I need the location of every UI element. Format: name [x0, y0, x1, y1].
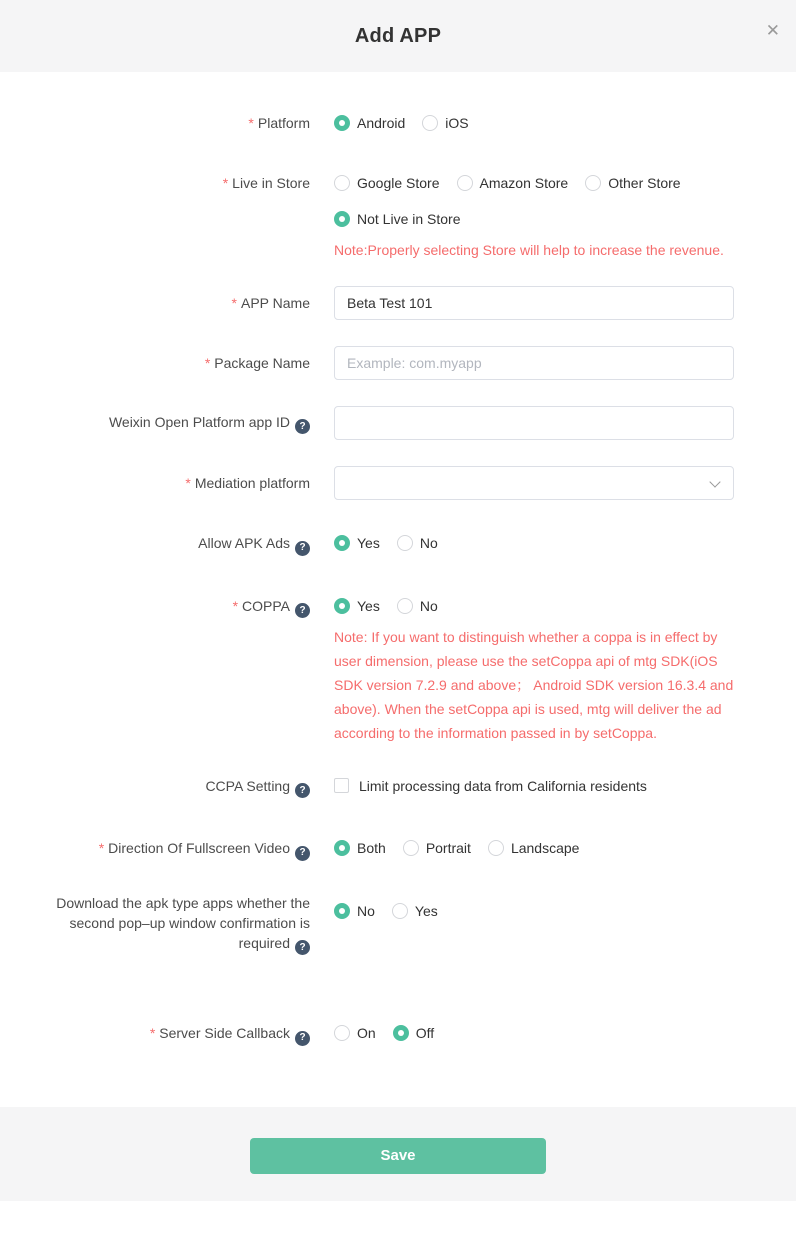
- required-asterisk: *: [98, 840, 105, 856]
- radio-unselected-icon: [457, 175, 473, 191]
- required-asterisk: *: [204, 355, 211, 371]
- server-side-callback-row: [0, 1023, 796, 1046]
- save-button[interactable]: Save: [250, 1138, 546, 1174]
- chevron-down-icon: [709, 476, 720, 487]
- radio-unselected-icon: [334, 175, 350, 191]
- radio-unselected-icon: [422, 115, 438, 131]
- required-asterisk: *: [248, 115, 254, 131]
- coppa-radio-group: [334, 596, 734, 616]
- radio-unselected-icon: [488, 840, 504, 856]
- server-side-callback-label: * Server Side Callback ?: [0, 1023, 310, 1046]
- package-name-row: [0, 346, 796, 380]
- store-note-text: Note:Properly selecting Store will help to increase the revenue.: [334, 242, 724, 258]
- apk-download-confirm-radio-group: [334, 901, 734, 921]
- live-in-store-label: * Live in Store: [222, 175, 310, 191]
- radio-coppa-no[interactable]: No: [397, 596, 438, 616]
- radio-amazon-store[interactable]: Amazon Store: [457, 173, 569, 193]
- help-icon[interactable]: ?: [295, 541, 310, 556]
- required-asterisk: *: [185, 475, 191, 491]
- radio-apk-ads-no[interactable]: No: [397, 533, 438, 553]
- mediation-platform-select[interactable]: [334, 466, 734, 500]
- allow-apk-ads-label: Allow APK Ads ?: [0, 533, 310, 556]
- help-icon[interactable]: ?: [295, 603, 310, 618]
- required-asterisk: *: [232, 597, 239, 614]
- radio-selected-icon: [334, 598, 350, 614]
- radio-download-confirm-yes[interactable]: Yes: [392, 901, 438, 921]
- weixin-app-id-input[interactable]: [334, 406, 734, 440]
- platform-radio-group: [334, 113, 734, 133]
- ccpa-limit-checkbox[interactable]: Limit processing data from California residents: [334, 776, 647, 796]
- direction-fullscreen-video-label: * Direction Of Fullscreen Video ?: [0, 838, 310, 861]
- package-name-label: * Package Name: [204, 355, 310, 371]
- help-icon[interactable]: ?: [295, 1031, 310, 1046]
- platform-row: [0, 113, 796, 133]
- app-name-row: [0, 286, 796, 320]
- weixin-app-id-row: [0, 406, 796, 440]
- mediation-platform-row: [0, 466, 796, 500]
- direction-fullscreen-video-row: [0, 838, 796, 861]
- radio-other-store[interactable]: Other Store: [585, 173, 680, 193]
- checkbox-unchecked-icon: [334, 778, 349, 793]
- ccpa-setting-row: [0, 776, 796, 799]
- weixin-app-id-label: Weixin Open Platform app ID ?: [0, 412, 310, 435]
- required-asterisk: *: [231, 295, 237, 311]
- server-side-callback-radio-group: [334, 1023, 734, 1043]
- radio-not-live-in-store[interactable]: Not Live in Store: [334, 209, 461, 229]
- app-name-label: * APP Name: [231, 295, 310, 311]
- close-icon[interactable]: ✕: [765, 21, 780, 40]
- dialog-title: Add APP: [354, 24, 442, 47]
- radio-apk-ads-yes[interactable]: Yes: [334, 533, 380, 553]
- radio-unselected-icon: [392, 903, 408, 919]
- radio-selected-icon: [334, 840, 350, 856]
- radio-unselected-icon: [397, 535, 413, 551]
- dialog-footer: [0, 1107, 796, 1201]
- radio-selected-icon: [334, 115, 350, 131]
- apk-download-confirm-row: [0, 893, 796, 956]
- radio-selected-icon: [393, 1025, 409, 1041]
- radio-unselected-icon: [397, 598, 413, 614]
- help-icon[interactable]: ?: [295, 846, 310, 861]
- radio-selected-icon: [334, 903, 350, 919]
- radio-selected-icon: [334, 535, 350, 551]
- radio-direction-both[interactable]: Both: [334, 838, 386, 858]
- live-in-store-row: [0, 173, 796, 262]
- coppa-label: * COPPA ?: [0, 596, 310, 619]
- allow-apk-ads-radio-group: [334, 533, 734, 553]
- radio-callback-off[interactable]: Off: [393, 1023, 434, 1043]
- radio-direction-landscape[interactable]: Landscape: [488, 838, 580, 858]
- radio-platform-android[interactable]: Android: [334, 113, 405, 133]
- live-in-store-radio-group: [334, 173, 734, 193]
- help-icon[interactable]: ?: [295, 940, 310, 955]
- direction-radio-group: [334, 838, 734, 858]
- radio-google-store[interactable]: Google Store: [334, 173, 440, 193]
- package-name-input[interactable]: [334, 346, 734, 380]
- dialog-header: [0, 0, 796, 72]
- app-name-input[interactable]: [334, 286, 734, 320]
- apk-download-confirm-label: Download the apk type apps whether the second pop–up window confirmation is required ?: [0, 893, 310, 956]
- required-asterisk: *: [222, 175, 229, 191]
- required-asterisk: *: [149, 1025, 156, 1041]
- radio-callback-on[interactable]: On: [334, 1023, 376, 1043]
- mediation-platform-label: * Mediation platform: [185, 475, 310, 491]
- radio-coppa-yes[interactable]: Yes: [334, 596, 380, 616]
- radio-unselected-icon: [585, 175, 601, 191]
- ccpa-setting-label: CCPA Setting ?: [0, 776, 310, 799]
- radio-platform-ios[interactable]: iOS: [422, 113, 468, 133]
- help-icon[interactable]: ?: [295, 783, 310, 798]
- coppa-row: [0, 596, 796, 745]
- coppa-note-text: Note: If you want to distinguish whether a coppa is in effect by user dimension, please use the setCoppa api of mtg SDK(iOS SDK version 7.2.9 and above； Android SDK version 16.3.4 and above). When the setCoppa api is used, mtg will deliver the ad according to the information passed in by setCoppa.: [334, 628, 734, 741]
- platform-label: * Platform: [248, 115, 310, 131]
- help-icon[interactable]: ?: [295, 419, 310, 434]
- radio-download-confirm-no[interactable]: No: [334, 901, 375, 921]
- radio-direction-portrait[interactable]: Portrait: [403, 838, 471, 858]
- radio-unselected-icon: [334, 1025, 350, 1041]
- radio-unselected-icon: [403, 840, 419, 856]
- radio-selected-icon: [334, 211, 350, 227]
- allow-apk-ads-row: [0, 533, 796, 556]
- add-app-form: [0, 72, 796, 1107]
